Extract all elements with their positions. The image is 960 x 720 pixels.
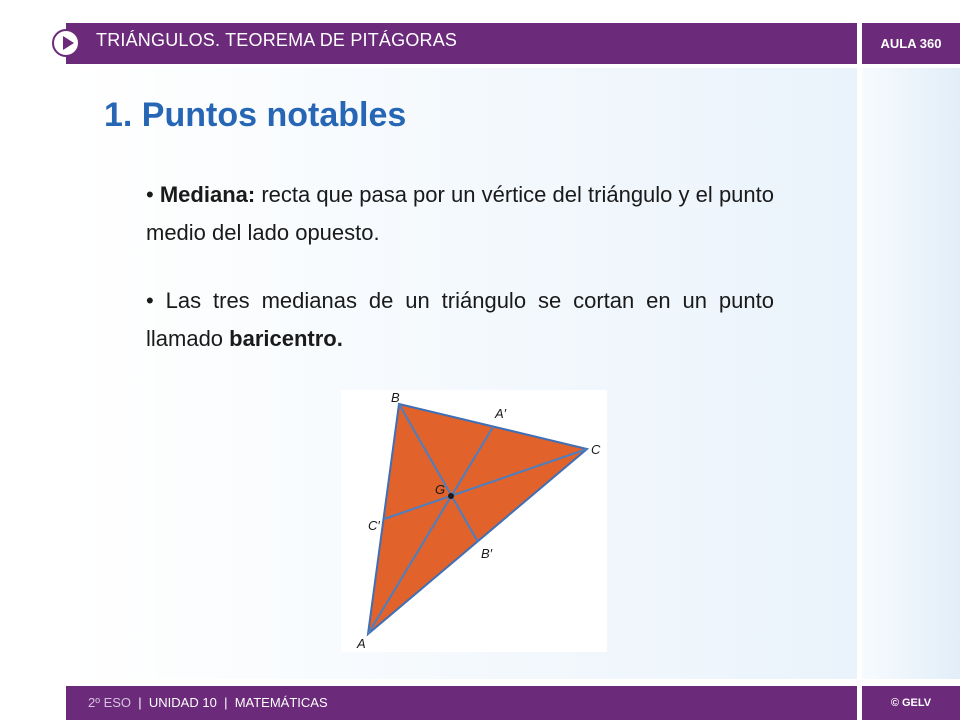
footer-subject: MATEMÁTICAS — [234, 695, 328, 710]
label-midpoint-b: B′ — [481, 546, 493, 561]
footer-breadcrumb — [88, 695, 328, 710]
label-vertex-c: C — [591, 442, 601, 457]
brand-label: AULA 360 — [880, 36, 942, 51]
footer-separator-1: | — [138, 695, 142, 710]
label-midpoint-a: A′ — [495, 406, 507, 421]
term-baricentro: baricentro. — [229, 326, 343, 351]
footer-separator-2: | — [224, 695, 228, 710]
footer-course: 2º ESO — [88, 695, 132, 710]
section-title: 1. Puntos notables — [104, 96, 407, 134]
centroid-text: Las tres medianas de un triángulo se cortan en un punto llamado — [146, 288, 774, 351]
header-title: TRIÁNGULOS. TEOREMA DE PITÁGORAS — [96, 30, 458, 50]
bullet-median-definition: • Mediana: recta que pasa por un vértice del triángulo y el punto medio del lado opuesto. — [146, 182, 774, 245]
label-midpoint-c: C′ — [368, 518, 380, 533]
term-mediana: Mediana: — [159, 182, 256, 207]
triangle-diagram — [341, 390, 607, 652]
centroid-point — [448, 493, 454, 499]
label-centroid: G — [435, 482, 446, 497]
side-panel — [862, 68, 960, 679]
copyright: © GELV — [890, 697, 932, 709]
triangle-figure — [341, 390, 607, 652]
play-icon[interactable] — [52, 29, 80, 57]
label-vertex-a: A — [357, 636, 366, 651]
triangle-shape — [368, 404, 587, 634]
label-vertex-b: B — [391, 390, 400, 405]
bullet-centroid: • Las tres medianas de un triángulo se cortan en un punto llamado baricentro. — [146, 288, 774, 351]
median-definition-text: recta que pasa por un vértice del triángulo y el punto medio del lado opuesto. — [146, 182, 774, 245]
footer-unit: UNIDAD 10 — [148, 695, 217, 710]
